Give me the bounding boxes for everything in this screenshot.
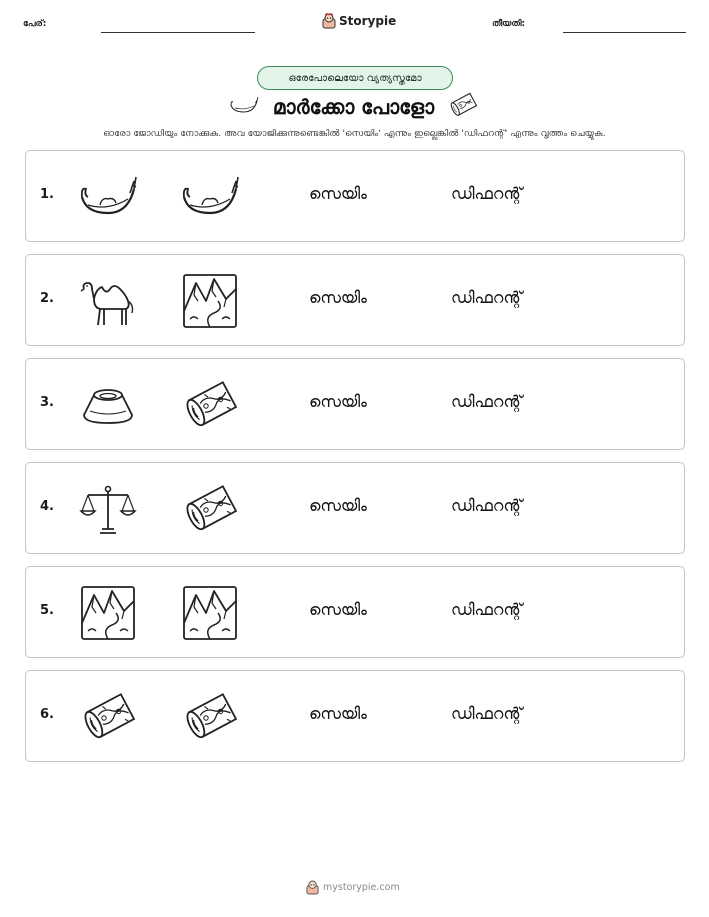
worksheet-header (0, 12, 709, 38)
different-option[interactable]: ഡിഫറന്റ് (451, 288, 523, 307)
mountains-icon (180, 271, 240, 331)
question-row (25, 254, 685, 346)
question-row (25, 150, 685, 242)
different-option[interactable]: ഡിഫറന്റ് (451, 496, 523, 515)
same-option[interactable]: സെയിം (309, 392, 367, 411)
question-number: 5. (40, 603, 54, 618)
balance-scale-icon (78, 479, 138, 539)
storypie-mascot-icon (322, 13, 336, 29)
instruction-text: ഓരോ ജോഡിയും നോക്കുക. അവ യോജിക്കുന്നുണ്ടെങ്കിൽ 'സെയിം' എന്നും ഇല്ലെങ്കിൽ 'ഡിഫറന്റ്' എന്നും വൃത്തം ചെയ്യുക. (103, 128, 606, 139)
question-row (25, 358, 685, 450)
question-number: 2. (40, 291, 54, 306)
camel-icon (78, 271, 138, 331)
same-option[interactable]: സെയിം (309, 600, 367, 619)
gondola-icon (78, 167, 138, 227)
different-option[interactable]: ഡിഫറന്റ് (451, 184, 523, 203)
question-number: 4. (40, 499, 54, 514)
date-label: തീയതി: (492, 19, 526, 29)
map-scroll-icon (448, 90, 480, 124)
page-title: മാർക്കോ പോളോ (272, 95, 435, 119)
question-row (25, 670, 685, 762)
gondola-icon (229, 94, 259, 120)
mountains-icon (180, 583, 240, 643)
map-scroll-icon (180, 375, 240, 435)
name-line (101, 32, 255, 33)
different-option[interactable]: ഡിഫറന്റ് (451, 600, 523, 619)
question-row (25, 566, 685, 658)
map-scroll-icon (180, 687, 240, 747)
map-scroll-icon (180, 479, 240, 539)
title-row (0, 92, 709, 122)
question-row (25, 462, 685, 554)
worksheet-type-badge: ഒരേപോലെയോ വ്യത്യസ്തമോ (257, 66, 453, 90)
question-number: 3. (40, 395, 54, 410)
different-option[interactable]: ഡിഫറന്റ് (451, 704, 523, 723)
same-option[interactable]: സെയിം (309, 184, 367, 203)
storypie-mascot-icon (306, 880, 319, 895)
mountains-icon (78, 583, 138, 643)
footer (306, 880, 400, 895)
question-number: 1. (40, 187, 54, 202)
gondola-icon (180, 167, 240, 227)
different-option[interactable]: ഡിഫറന്റ് (451, 392, 523, 411)
name-label: പേര്: (23, 19, 47, 29)
date-line (563, 32, 686, 33)
brand-name: Storypie (339, 14, 397, 28)
same-option[interactable]: സെയിം (309, 496, 367, 515)
question-number: 6. (40, 707, 54, 722)
brand-logo (322, 13, 396, 29)
bowl-icon (78, 375, 138, 435)
same-option[interactable]: സെയിം (309, 704, 367, 723)
same-option[interactable]: സെയിം (309, 288, 367, 307)
map-scroll-icon (78, 687, 138, 747)
footer-url: mystorypie.com (323, 882, 400, 893)
